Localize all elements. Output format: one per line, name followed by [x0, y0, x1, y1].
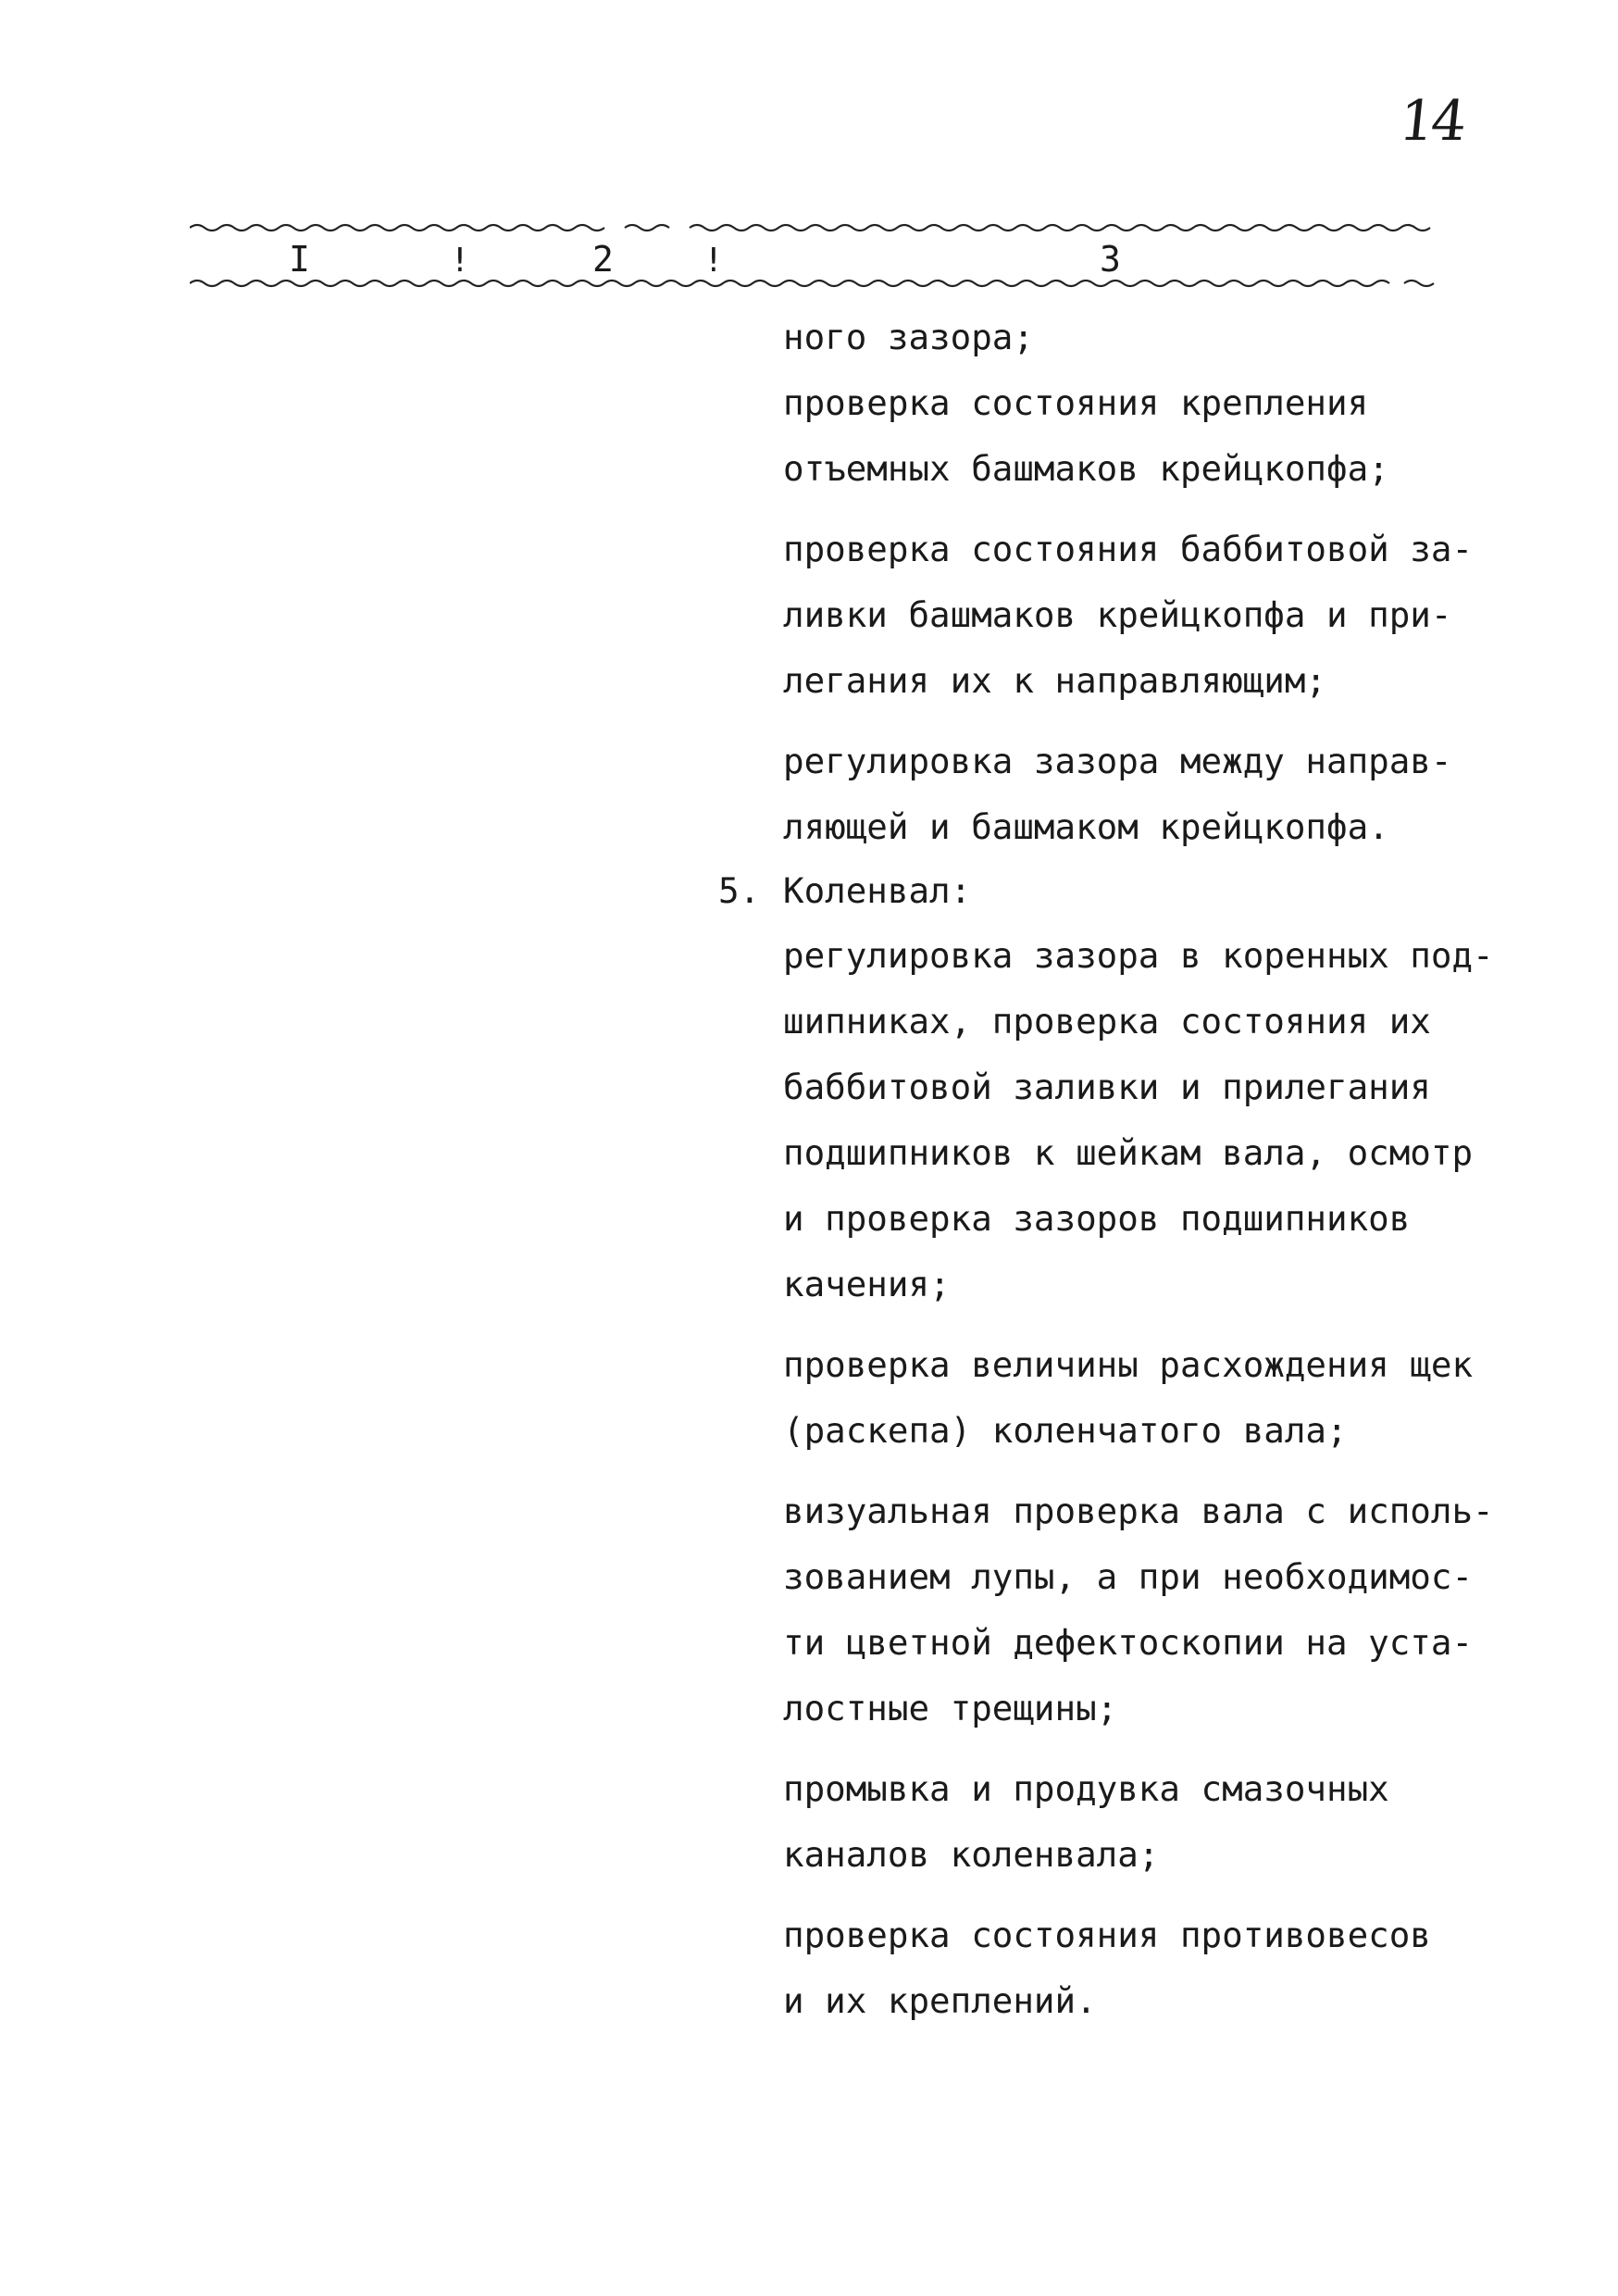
text-line: проверка величины расхождения щек: [783, 1344, 1474, 1385]
text-line: качения;: [783, 1264, 951, 1304]
text-line: легания их к направляющим;: [783, 660, 1326, 701]
text-line: проверка состояния баббитовой за-: [783, 529, 1474, 569]
text-line: (раскепа) коленчатого вала;: [783, 1410, 1348, 1451]
text-line: ти цветной дефектоскопии на уста-: [783, 1622, 1474, 1663]
text-line: визуальная проверка вала с исполь-: [783, 1491, 1494, 1531]
text-line: регулировка зазора между направ-: [783, 741, 1452, 781]
item-number: 5.: [718, 870, 761, 911]
text-line: ного зазора;: [783, 317, 1034, 357]
text-line: и проверка зазоров подшипников: [783, 1198, 1411, 1239]
text-line: подшипников к шейкам вала, осмотр: [783, 1132, 1474, 1173]
column-separator: !: [450, 242, 470, 280]
text-line: каналов коленвала;: [783, 1834, 1160, 1875]
text-line: баббитовой заливки и прилегания: [783, 1067, 1431, 1107]
item-title: Коленвал:: [783, 870, 972, 911]
text-line: ливки башмаков крейцкопфа и при-: [783, 594, 1452, 635]
header-bottom-rule: [190, 276, 1435, 291]
text-line: ляющей и башмаком крейцкопфа.: [783, 806, 1389, 847]
text-line: регулировка зазора в коренных под-: [783, 935, 1494, 976]
text-line: шипниках, проверка состояния их: [783, 1001, 1431, 1042]
text-line: лостные трещины;: [783, 1688, 1118, 1728]
header-top-rule: [190, 220, 1435, 235]
text-line: проверка состояния противовесов: [783, 1915, 1431, 1955]
text-line: промывка и продувка смазочных: [783, 1768, 1389, 1809]
text-line: отъемных башмаков крейцкопфа;: [783, 448, 1389, 489]
page-number: 14: [1396, 89, 1467, 154]
column-3-label: 3: [1100, 239, 1121, 280]
column-1-label: I: [289, 239, 310, 280]
text-line: зованием лупы, а при необходимос-: [783, 1556, 1474, 1597]
column-2-label: 2: [592, 239, 614, 280]
text-line: проверка состояния крепления: [783, 382, 1369, 423]
column-separator: !: [703, 242, 724, 280]
text-line: и их креплений.: [783, 1980, 1097, 2021]
